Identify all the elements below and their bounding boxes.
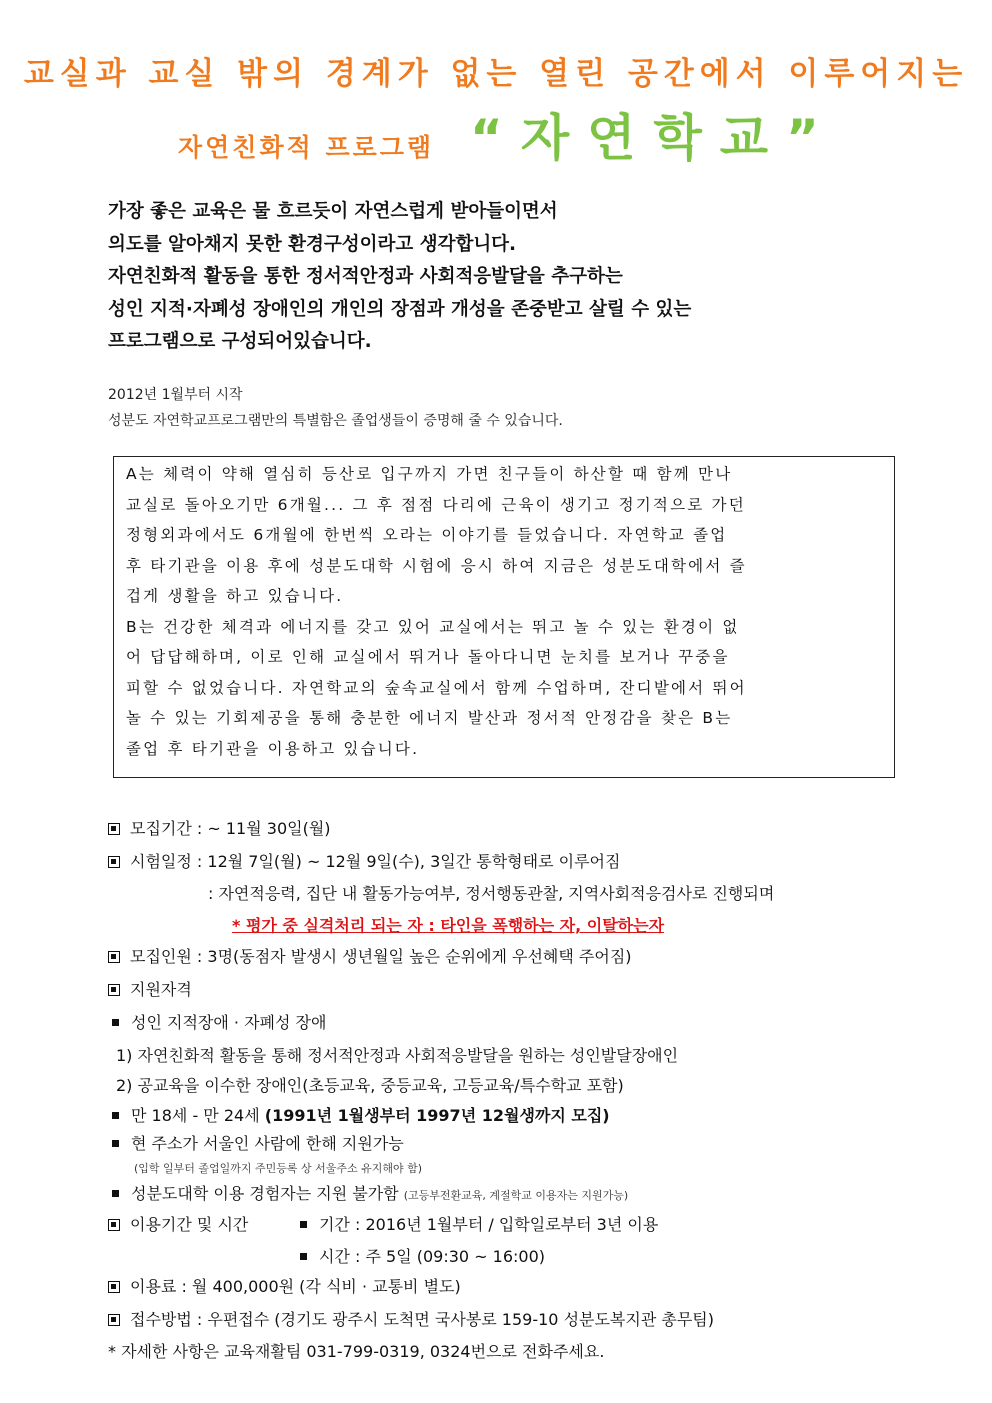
qualification-item-1: 1) 자연친화적 활동을 통해 정서적안정과 사회적응발달을 원하는 성인발달장애인	[116, 1046, 679, 1065]
contact-info: * 자세한 사항은 교육재활팀 031-799-0319, 0324번으로 전화주세요.	[108, 1342, 605, 1361]
story-line: 졸업 후 타기관을 이용하고 있습니다.	[126, 739, 420, 758]
headline-school-name: “자연학교”	[470, 109, 837, 167]
fee: 이용료 : 월 400,000원 (각 식비 · 교통비 별도)	[108, 1274, 461, 1297]
recruit-period: 모집기간 : ~ 11월 30일(월)	[108, 816, 331, 839]
bullet-icon	[112, 1190, 119, 1197]
qualification-disability: 성인 지적장애 · 자폐성 장애	[108, 1010, 326, 1033]
bullet-icon	[300, 1253, 307, 1260]
apply-method: 접수방법 : 우편접수 (경기도 광주시 도척면 국사봉로 159-10 성분도복지관 총무팀)	[108, 1307, 714, 1330]
intro-line: 자연친화적 활동을 통한 정서적안정과 사회적응발달을 추구하는	[108, 266, 623, 287]
intro-line: 가장 좋은 교육은 물 흐르듯이 자연스럽게 받아들이면서	[108, 201, 558, 222]
graduate-stories-box	[113, 456, 895, 778]
recruit-count: 모집인원 : 3명(동점자 발생시 생년월일 높은 순위에게 우선혜택 주어짐)	[108, 944, 632, 967]
bullet-icon	[300, 1221, 307, 1228]
story-line: 정형외과에서도 6개월에 한번씩 오라는 이야기를 들었습니다. 자연학교 졸업	[126, 526, 728, 544]
exam-warning: * 평가 중 실격처리 되는 자 : 타인을 폭행하는 자, 이탈하는자	[232, 916, 665, 935]
bullet-icon	[112, 1112, 119, 1119]
address-note: (입학 일부터 졸업일까지 주민등록 상 서울주소 유지해야 함)	[134, 1162, 423, 1175]
exam-detail: : 자연적응력, 집단 내 활동가능여부, 정서행동관찰, 지역사회적응검사로 진행되며	[208, 884, 775, 903]
exam-schedule: 시험일정 : 12월 7일(월) ~ 12월 9일(수), 3일간 통학형태로 이루어짐	[108, 849, 620, 872]
intro-line: 의도를 알아채지 못한 환경구성이라고 생각합니다.	[108, 233, 517, 255]
story-line: 놀 수 있는 기회제공을 통해 충분한 에너지 발산과 정서적 안정감을 찾은 B는	[126, 709, 733, 727]
usage-time: 시간 : 주 5일 (09:30 ~ 16:00)	[296, 1244, 545, 1267]
story-line: B는 건강한 체격과 에너지를 갖고 있어 교실에서는 뛰고 놀 수 있는 환경이 없	[126, 617, 740, 636]
story-line: 어 답답해하며, 이로 인해 교실에서 뛰거나 돌아다니면 눈치를 보거나 꾸중을	[126, 648, 730, 666]
bullet-icon	[112, 1019, 119, 1026]
headline-line-2: 자연친화적 프로그램	[178, 133, 435, 162]
qualification-exclusion: 성분도대학 이용 경험자는 지원 불가함 (고등부전환교육, 계절학교 이용자는 지원가능)	[108, 1181, 628, 1204]
usage-period-detail: 기간 : 2016년 1월부터 / 입학일로부터 3년 이용	[296, 1212, 658, 1235]
intro-paragraph	[108, 196, 691, 359]
story-line: 겁게 생활을 하고 있습니다.	[126, 587, 344, 605]
square-bullet-icon	[108, 951, 120, 963]
qualification-age: 만 18세 - 만 24세 (1991년 1월생부터 1997년 12월생까지 모집)	[108, 1103, 610, 1126]
story-line: 교실로 돌아오기만 6개월... 그 후 점점 다리에 근육이 생기고 정기적으로 가던	[126, 495, 746, 514]
story-line: A는 체력이 약해 열심히 등산로 입구까지 가면 친구들이 하산할 때 함께 만나	[126, 465, 733, 483]
headline-line-1: 교실과 교실 밖의 경계가 없는 열린 공간에서 이루어지는	[23, 56, 969, 92]
intro-line: 프로그램으로 구성되어있습니다.	[108, 331, 372, 352]
square-bullet-icon	[108, 984, 120, 996]
square-bullet-icon	[108, 1219, 120, 1231]
square-bullet-icon	[108, 823, 120, 835]
square-bullet-icon	[108, 1314, 120, 1326]
qualification-item-2: 2) 공교육을 이수한 장애인(초등교육, 중등교육, 고등교육/특수학교 포함)	[116, 1076, 624, 1095]
story-line: 후 타기관을 이용 후에 성분도대학 시험에 응시 하여 지금은 성분도대학에서 즐	[126, 556, 747, 575]
square-bullet-icon	[108, 856, 120, 868]
qualification-address: 현 주소가 서울인 사람에 한해 지원가능	[108, 1131, 404, 1154]
start-date: 2012년 1월부터 시작	[108, 387, 243, 403]
usage-period: 이용기간 및 시간	[108, 1212, 248, 1235]
bullet-icon	[112, 1140, 119, 1147]
square-bullet-icon	[108, 1281, 120, 1293]
special-note: 성분도 자연학교프로그램만의 특별함은 졸업생들이 증명해 줄 수 있습니다.	[108, 413, 563, 429]
story-line: 피할 수 없었습니다. 자연학교의 숲속교실에서 함께 수업하며, 잔디밭에서 뛰어	[126, 678, 747, 697]
intro-line: 성인 지적·자폐성 장애인의 개인의 장점과 개성을 존중받고 살릴 수 있는	[108, 298, 692, 320]
qualification-heading: 지원자격	[108, 977, 192, 1000]
